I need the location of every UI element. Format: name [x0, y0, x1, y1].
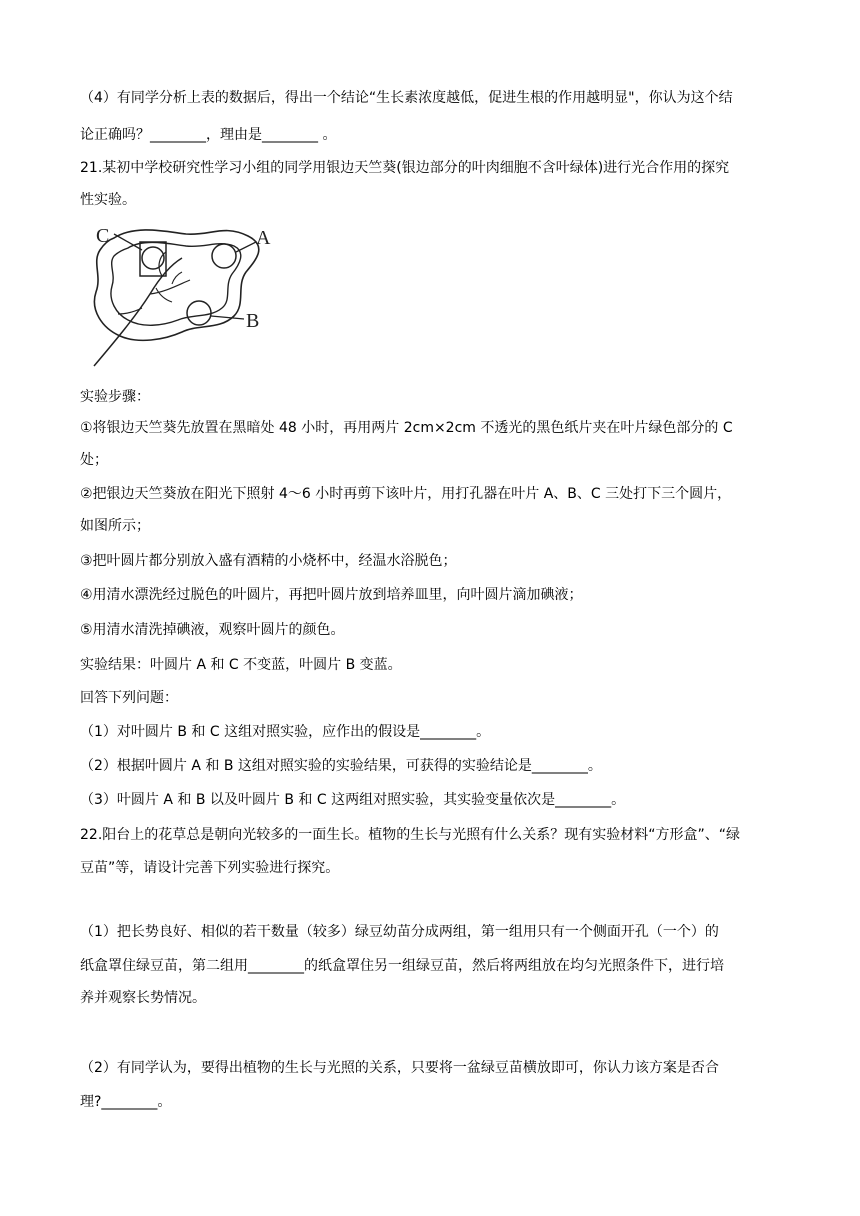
- leaf-vein: [150, 280, 190, 294]
- q22-sub2-line2: 理?________。: [80, 1094, 172, 1110]
- q20-4-line2: 论正确吗？________，理由是________ 。: [80, 127, 337, 143]
- q21-intro-line2: 性实验。: [80, 192, 136, 208]
- q21-step3: ③把叶圆片都分别放入盛有酒精的小烧杯中，经温水浴脱色；: [80, 553, 457, 569]
- q21-step5: ⑤用清水清洗掉碘液，观察叶圆片的颜色。: [80, 622, 345, 638]
- q21-step1-line2: 处；: [80, 452, 108, 468]
- q22-sub1-line1: （1）把长势良好、相似的若干数量（较多）绿豆幼苗分成两组，第一组用只有一个侧面开孔（一个）的: [80, 924, 719, 940]
- q21-sub3: （3）叶圆片 A 和 B 以及叶圆片 B 和 C 这两组对照实验，其实验变量依次是________。: [80, 792, 626, 808]
- q22-intro-line2: 豆苗”等，请设计完善下列实验进行探究。: [80, 860, 340, 876]
- q20-4-line1: （4）有同学分析上表的数据后，得出一个结论“生长素浓度越低，促进生根的作用越明显"，你认为这个结: [80, 90, 733, 106]
- q21-sub1: （1）对叶圆片 B 和 C 这组对照实验，应作出的假设是________。: [80, 724, 491, 740]
- label-a-pointer: [236, 242, 256, 252]
- q21-answer-title: 回答下列问题：: [80, 690, 178, 706]
- q22-sub2-line1: （2）有同学认为，要得出植物的生长与光照的关系，只要将一盆绿豆苗横放即可，你认力该方案是否合: [80, 1060, 719, 1076]
- label-b: B: [246, 310, 260, 332]
- q21-intro-line1: 21.某初中学校研究性学习小组的同学用银边天竺葵(银边部分的叶肉细胞不含叶绿体)进行光合作用的探究: [80, 160, 730, 176]
- q21-step1-line1: ①将银边天竺葵先放置在黑暗处 48 小时，再用两片 2cm×2cm 不透光的黑色纸片夹在叶片绿色部分的 C: [80, 420, 733, 436]
- q21-result: 实验结果：叶圆片 A 和 C 不变蓝，叶圆片 B 变蓝。: [80, 657, 402, 673]
- region-b-circle: [187, 301, 211, 325]
- q21-steps-title: 实验步骤：: [80, 389, 150, 405]
- q21-step2-line1: ②把银边天竺葵放在阳光下照射 4～6 小时再剪下该叶片，用打孔器在叶片 A、B、C 三处打下三个圆片，: [80, 486, 732, 502]
- label-a: A: [256, 227, 271, 249]
- region-a-circle: [212, 244, 236, 268]
- q21-sub2: （2）根据叶圆片 A 和 B 这组对照实验的实验结果，可获得的实验结论是________。: [80, 758, 602, 774]
- label-c: C: [96, 225, 110, 247]
- leaf-figure: [86, 220, 286, 372]
- label-b-pointer: [211, 316, 244, 319]
- q22-intro-line1: 22.阳台上的花草总是朝向光较多的一面生长。植物的生长与光照有什么关系？现有实验材料“方形盒”、“绿: [80, 827, 741, 843]
- q22-sub1-line2: 纸盒罩住绿豆苗，第二组用________的纸盒罩住另一组绿豆苗，然后将两组放在均匀光照条件下，进行培: [80, 958, 724, 974]
- q21-step2-line2: 如图所示；: [80, 518, 150, 534]
- leaf-vein: [172, 272, 182, 284]
- q22-sub1-line3: 养并观察长势情况。: [80, 990, 206, 1006]
- leaf-stem: [94, 258, 182, 366]
- q21-step4: ④用清水漂洗经过脱色的叶圆片，再把叶圆片放到培养皿里，向叶圆片滴加碘液；: [80, 587, 583, 603]
